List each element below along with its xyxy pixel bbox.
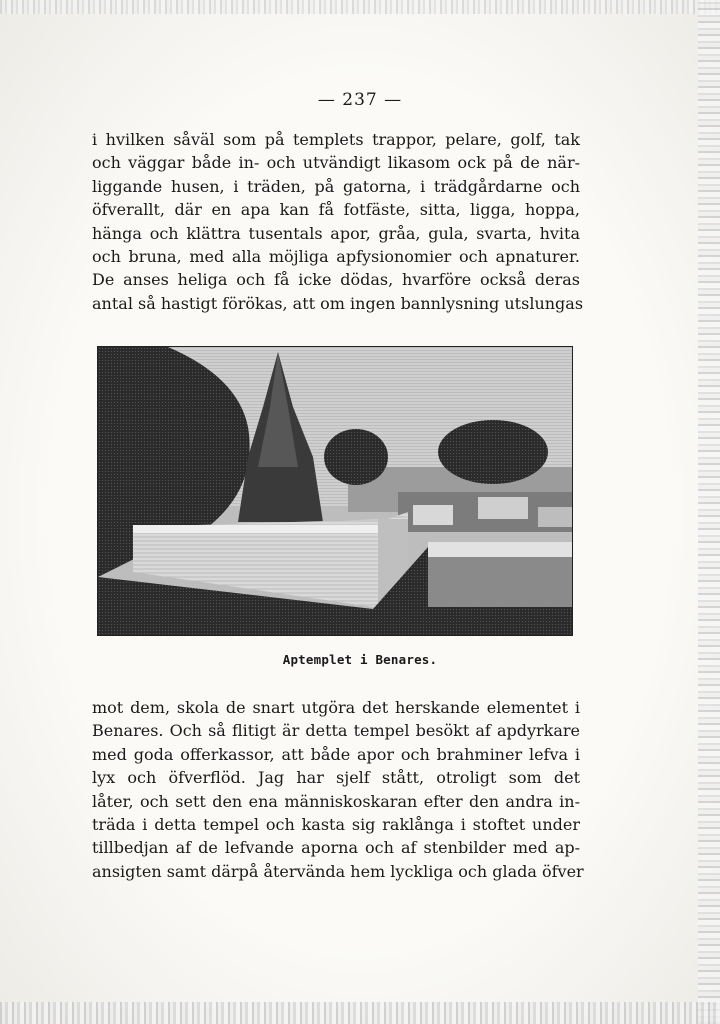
text-line: antal så hastigt förökas, att om ingen bannlysning utslungas	[92, 293, 584, 313]
text-line: och bruna, med alla möjliga apfysionomier och apnaturer.	[92, 247, 580, 267]
paragraph-1	[92, 128, 584, 315]
text-line: Benares. Och så flitigt är detta tempel besökt af apdyrkare	[92, 721, 580, 741]
text-line: träda i detta tempel och kasta sig raklånga i stoftet under	[92, 815, 580, 835]
text-line: ansigten samt därpå återvända hem lyckliga och glada öfver	[92, 861, 584, 881]
text-line: liggande husen, i träden, på gatorna, i trädgårdarne och	[92, 176, 580, 196]
temple-photograph	[97, 346, 573, 636]
paragraph-2	[92, 696, 584, 883]
figure-caption: Aptemplet i Benares.	[282, 652, 438, 667]
text-line: lyx och öfverflöd. Jag har sjelf stått, otroligt som det	[92, 768, 580, 788]
text-line: i hvilken såväl som på templets trappor, pelare, golf, tak	[92, 130, 580, 149]
scan-edge-top	[0, 0, 720, 14]
text-line: med goda offerkassor, att både apor och brahminer lefva i	[92, 744, 580, 764]
text-line: och väggar både in- och utvändigt likasom ock på de när-	[92, 153, 580, 173]
text-line: tillbedjan af de lefvande aporna och af stenbilder med ap-	[92, 838, 580, 858]
text-line: mot dem, skola de snart utgöra det herskande elementet i	[92, 698, 580, 717]
page-number: — 237 —	[317, 90, 403, 110]
text-line: De anses heliga och få icke dödas, hvarföre också deras	[92, 270, 580, 290]
scan-edge-bottom	[0, 1002, 720, 1024]
text-line: öfverallt, där en apa kan få fotfäste, sitta, ligga, hoppa,	[92, 200, 580, 220]
scan-edge-right	[698, 0, 720, 1024]
text-line: hänga och klättra tusentals apor, gråa, gula, svarta, hvita	[92, 223, 580, 243]
text-line: låter, och sett den ena människoskaran efter den andra in-	[92, 791, 580, 811]
